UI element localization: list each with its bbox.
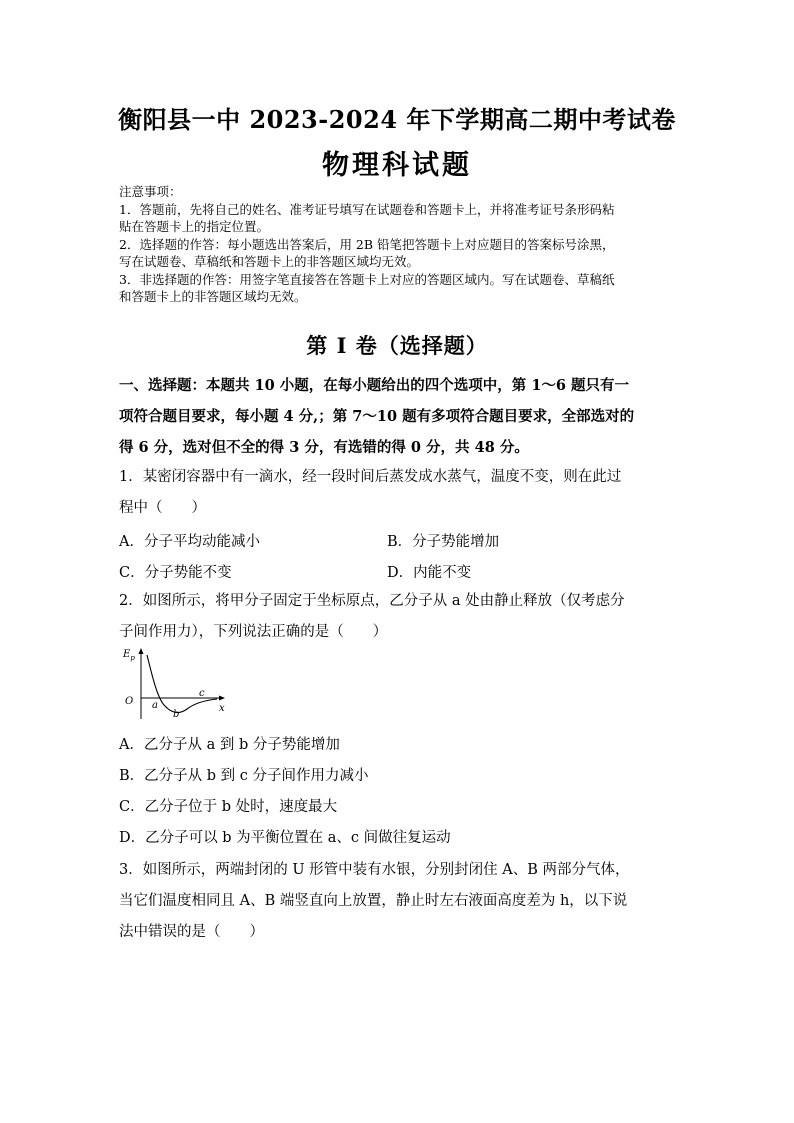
question-line: 1．某密闭容器中有一滴水，经一段时间后蒸发成水蒸气，温度不变，则在此过	[119, 469, 622, 485]
subject-title: 物理科试题	[322, 150, 472, 181]
notice-block	[119, 183, 679, 306]
question-line: 法中错误的是（ ）	[119, 924, 264, 940]
option-c: C．乙分子位于 b 处时，速度最大	[119, 799, 338, 815]
notice-line: 写在试题卷、草稿纸和答题卡上的非答题区域均无效。	[119, 254, 420, 269]
option-b: B．乙分子从 b 到 c 分子间作用力减小	[119, 768, 369, 784]
notice-line: 贴在答题卡上的指定位置。	[119, 219, 270, 234]
question-1-stem	[119, 462, 679, 524]
question-line: 子间作用力），下列说法正确的是（ ）	[119, 624, 388, 640]
potential-energy-graph	[119, 645, 229, 723]
origin-label: O	[125, 696, 134, 707]
y-axis-arrow	[139, 648, 144, 654]
section-title: 第 I 卷（选择题）	[306, 333, 488, 358]
point-a-label: a	[152, 700, 158, 711]
y-axis-label: $E_p$	[123, 649, 135, 662]
question-line: 2．如图所示，将甲分子固定于坐标原点，乙分子从 a 处由静止释放（仅考虑分	[119, 593, 625, 609]
x-axis-arrow	[219, 696, 225, 701]
question-2-options	[119, 730, 679, 854]
option-b: B．分子势能增加	[387, 534, 500, 550]
point-c-label: c	[199, 688, 205, 699]
question-line: 3．如图所示，两端封闭的 U 形管中装有水银，分别封闭住 A、B 两部分气体，	[119, 862, 630, 878]
option-d: D．内能不变	[387, 565, 472, 581]
notice-line: 3．非选择题的作答：用签字笔直接答在答题卡上对应的答题区域内。写在试题卷、草稿纸	[119, 271, 615, 287]
notice-line: 1．答题前，先将自己的姓名、准考证号填写在试题卷和答题卡上，并将准考证号条形码粘	[119, 201, 615, 217]
option-a: A．乙分子从 a 到 b 分子势能增加	[119, 737, 340, 753]
question-line: 当它们温度相同且 A、B 端竖直向上放置，静止时左右液面高度差为 h，以下说	[119, 893, 628, 909]
notice-line: 2．选择题的作答：每小题选出答案后，用 2B 铅笔把答题卡上对应题目的答案标号涂黑，	[119, 236, 615, 252]
question-3-stem	[119, 855, 679, 948]
instruction-line: 得 6 分，选对但不全的得 3 分，有选错的得 0 分，共 48 分。	[119, 439, 529, 456]
option-a: A．分子平均动能减小	[119, 534, 260, 550]
x-axis-label: x	[219, 703, 225, 714]
point-b-label: b	[173, 709, 180, 720]
option-c: C．分子势能不变	[119, 565, 232, 581]
exam-title: 衡阳县一中 2023-2024 年下学期高二期中考试卷	[118, 105, 676, 134]
notice-line: 和答题卡上的非答题区域均无效。	[119, 289, 307, 304]
instruction-line: 项符合题目要求，每小题 4 分,；第 7～10 题有多项符合题目要求，全部选对的	[119, 408, 635, 425]
question-line: 程中（ ）	[119, 500, 206, 516]
option-d: D．乙分子可以 b 为平衡位置在 a、c 间做往复运动	[119, 830, 451, 846]
instruction-line: 一、选择题：本题共 10 小题，在每小题给出的四个选项中，第 1～6 题只有一	[119, 377, 630, 394]
question-2-stem	[119, 586, 679, 648]
section-instructions	[119, 370, 679, 463]
notice-heading: 注意事项：	[119, 184, 182, 199]
